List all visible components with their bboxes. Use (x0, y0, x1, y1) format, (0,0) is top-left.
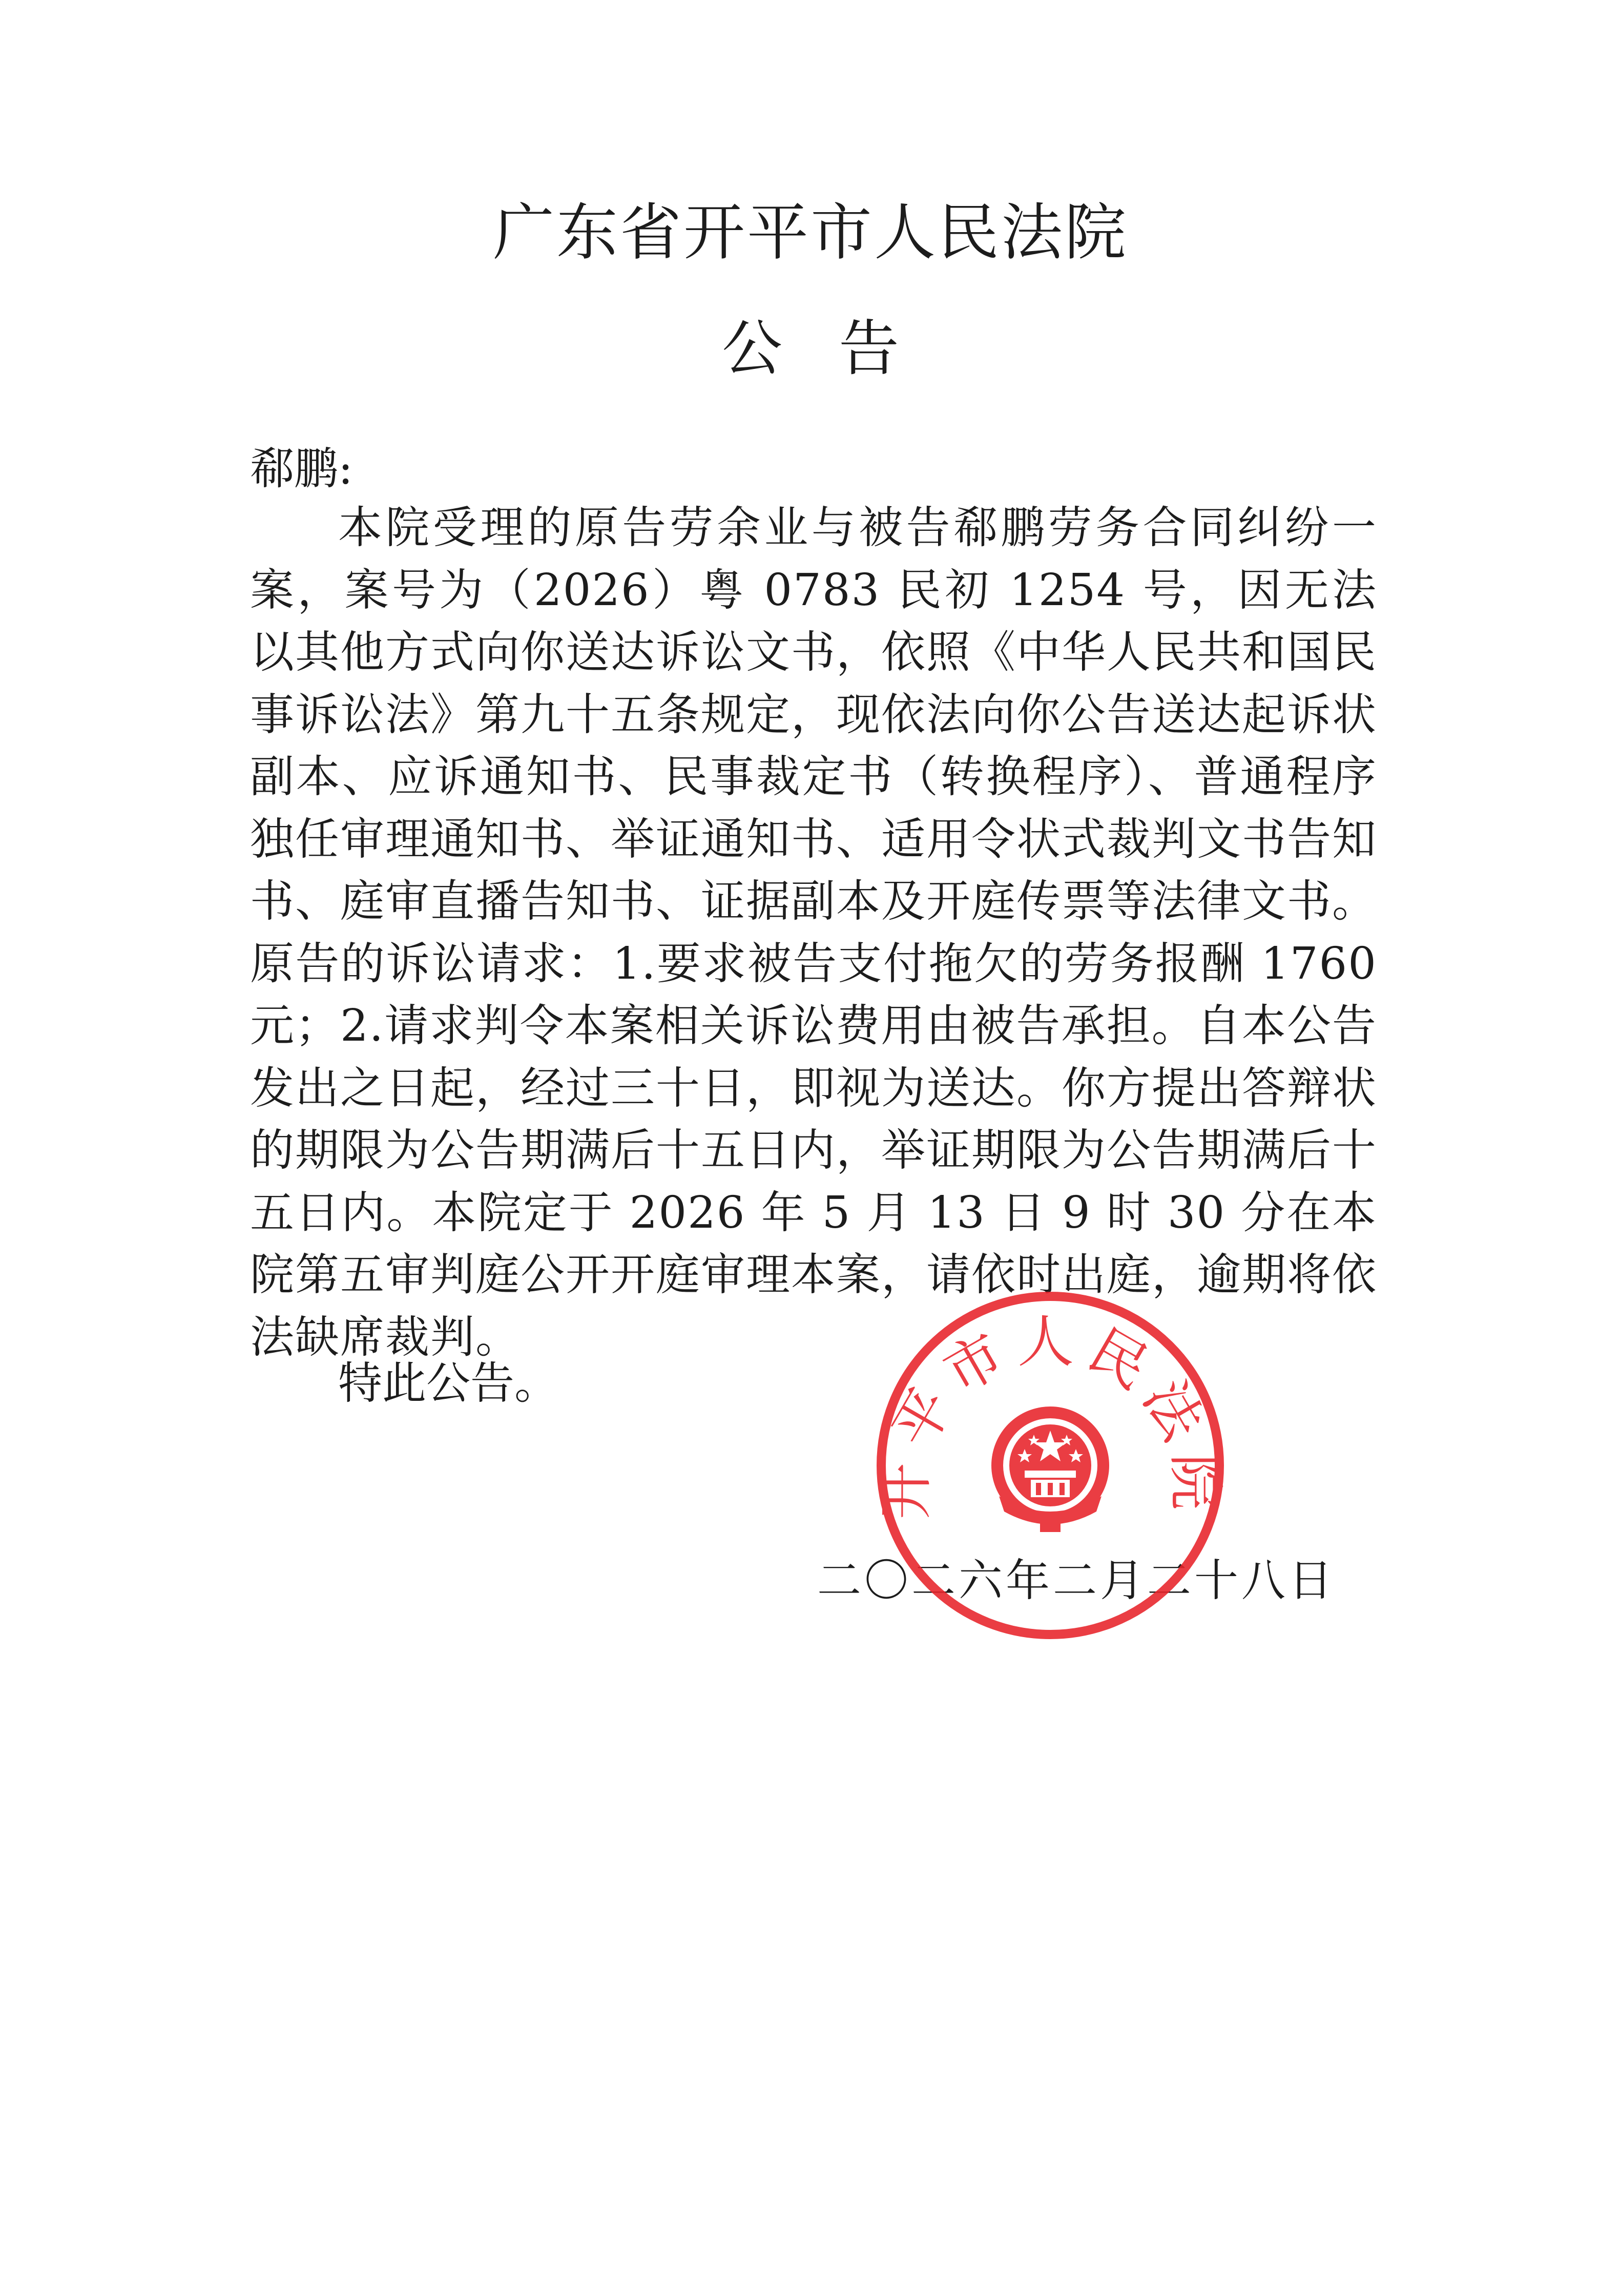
issue-date: 二〇二六年二月二十八日 (817, 1555, 1336, 1606)
seal-text: 开平市人民法院 (872, 1309, 1229, 1520)
court-seal-stamp (871, 1286, 1230, 1645)
addressee: 郗鹏: (250, 443, 353, 494)
closing-line: 特此公告。 (338, 1358, 558, 1409)
notice-body: 本院受理的原告劳余业与被告郗鹏劳务合同纠纷一案，案号为（2026）粤 0783 民初 1254 号，因无法以其他方式向你送达诉讼文书，依照《中华人民共和国民事诉讼法》第九十五条规定，现依法向你公告送达起诉状副本、应诉通知书、民事裁定书（转换程序）、普通程序独任审理通知书、举证通知书、适用令状式裁判文书告知书、庭审直播告知书、证据副本及开庭传票等法律文书。原告的诉讼请求：1.要求被告支付拖欠的劳务报酬 1760 元；2.请求判令本案相关诉讼费用由被告承担。自本公告发出之日起，经过三十日，即视为送达。你方提出答辩状的期限为公告期满后十五日内，举证期限为公告期满后十五日内。本院定于 2026 年 5 月 13 日 9 时 30 分在本院第五审判庭公开开庭审理本案，请依时出庭，逾期将依法缺席裁判。 (250, 502, 1377, 1363)
document-title (0, 310, 1621, 387)
court-name: 广东省开平市人民法院 (493, 197, 1128, 268)
title-char-2: 告 (839, 313, 900, 384)
seal-emblem-icon (991, 1406, 1109, 1532)
title-char-1: 公 (721, 313, 782, 384)
